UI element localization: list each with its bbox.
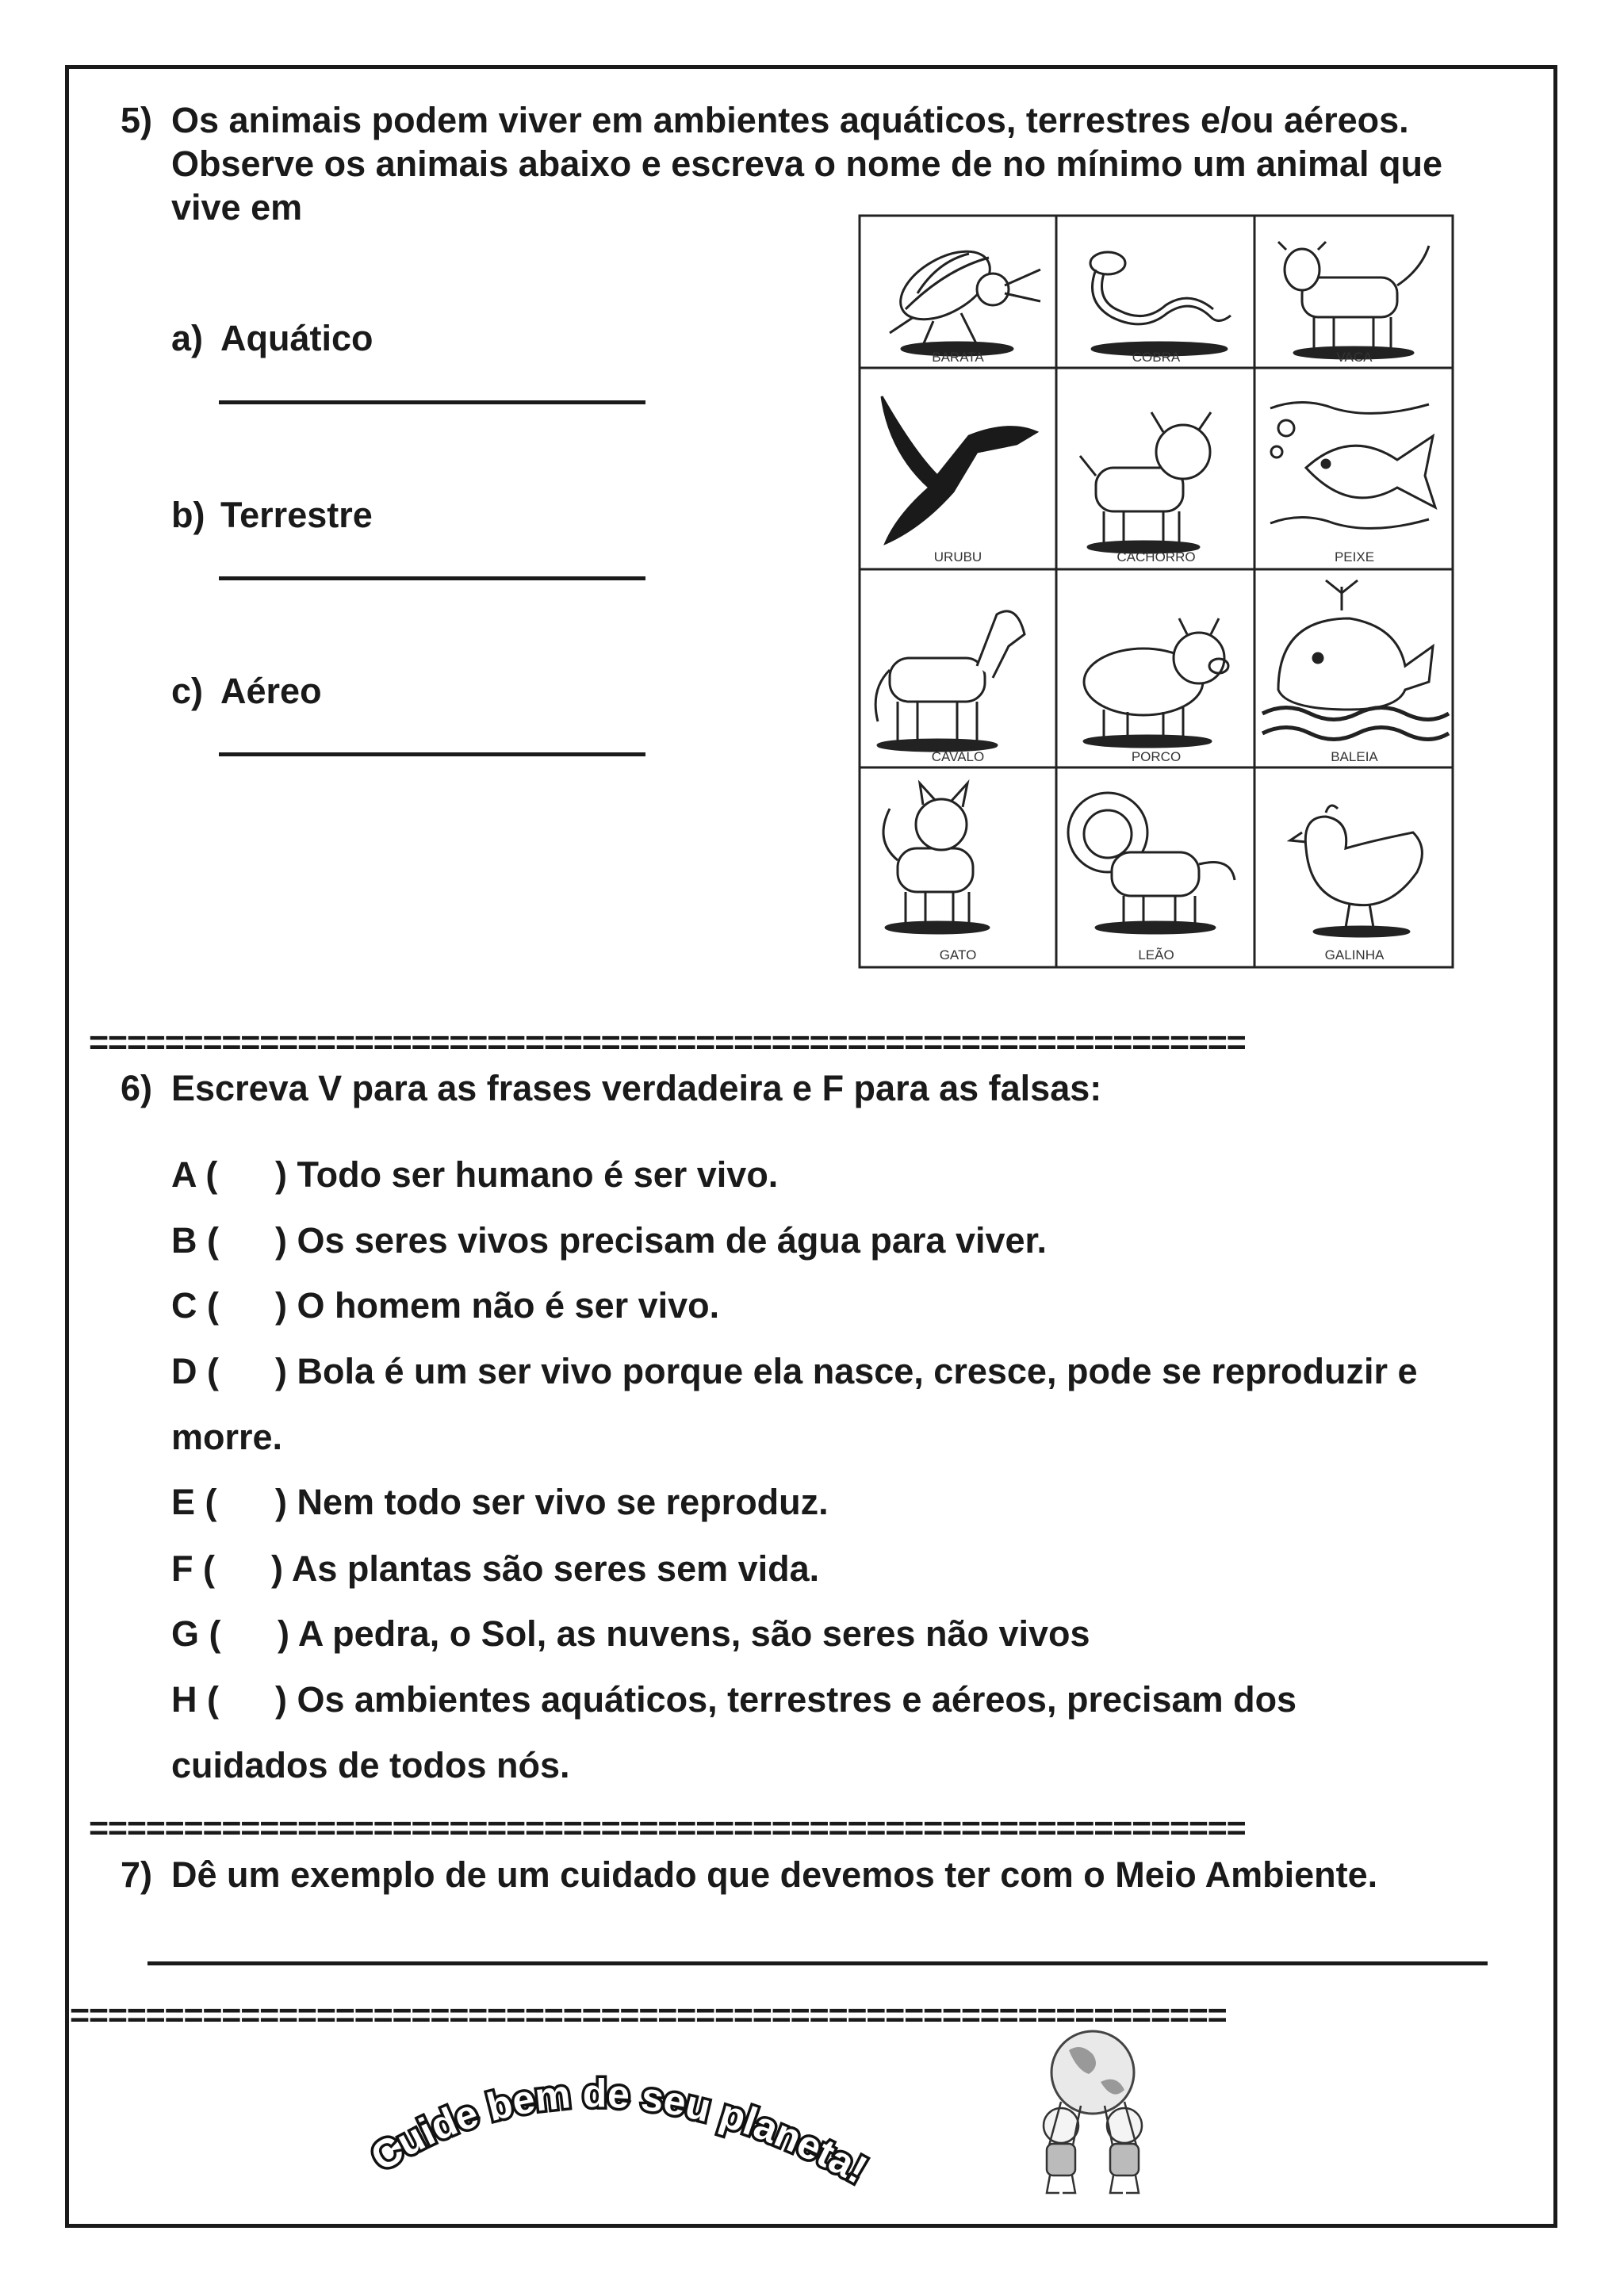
earth-icon xyxy=(1051,2031,1134,2114)
q5-option-c-label: Aéreo xyxy=(220,671,322,711)
fish-icon xyxy=(1270,403,1435,529)
q7-title: Dê um exemplo de um cuidado que devemos ter com o Meio Ambiente. xyxy=(171,1854,1378,1895)
child-left-icon xyxy=(1044,2102,1081,2193)
q6-statement-e-letter[interactable]: E ( xyxy=(171,1482,217,1522)
slogan-text: Cuide bem de seu planeta! xyxy=(363,2071,875,2193)
q6-statement-g-letter[interactable]: G ( xyxy=(171,1613,221,1654)
animal-label-cobra: COBRA xyxy=(1132,350,1181,365)
q5-number: 5) xyxy=(121,100,153,140)
hen-icon xyxy=(1290,806,1422,936)
q6-statement-c: ) O homem não é ser vivo. xyxy=(275,1285,720,1326)
answer-line-aerial[interactable] xyxy=(219,752,645,756)
animal-label-cachorro: CACHORRO xyxy=(1116,549,1196,564)
animal-label-barata: BARATA xyxy=(932,350,984,365)
animal-label-porco: PORCO xyxy=(1131,749,1182,764)
animal-label-leao: LEÃO xyxy=(1138,947,1174,962)
q6-statement-a: ) Todo ser humano é ser vivo. xyxy=(275,1154,779,1195)
pig-icon xyxy=(1084,618,1228,747)
q6-statement-f: ) As plantas são seres sem vida. xyxy=(271,1548,820,1589)
q5-option-b-label: Terrestre xyxy=(220,495,373,535)
q5-line-1: Os animais podem viver em ambientes aquáticos, terrestres e/ou aéreos. xyxy=(171,100,1409,140)
horse-icon xyxy=(875,611,1025,751)
q5-option-c-letter: c) xyxy=(171,671,204,711)
animal-label-vaca: VACA xyxy=(1336,350,1373,365)
q6-statement-f-letter[interactable]: F ( xyxy=(171,1548,215,1589)
animal-label-peixe: PEIXE xyxy=(1334,549,1375,564)
cow-icon xyxy=(1278,242,1429,358)
q5-line-2: Observe os animais abaixo e escreva o nome de no mínimo um animal que xyxy=(171,144,1443,184)
slogan-art xyxy=(341,2038,880,2196)
q6-statement-h: ) Os ambientes aquáticos, terrestres e aéreos, precisam dos xyxy=(275,1679,1297,1720)
q6-statement-b: ) Os seres vivos precisam de água para viver. xyxy=(275,1220,1048,1261)
separator-3: ============================================================= xyxy=(70,1999,1227,2031)
separator-2: ============================================================= xyxy=(89,1812,1246,1844)
vulture-icon xyxy=(882,396,1036,543)
answer-line-q7[interactable] xyxy=(147,1961,1488,1965)
animal-label-cavalo: CAVALO xyxy=(931,749,985,764)
q6-statement-d-continuation: morre. xyxy=(171,1417,283,1457)
cockroach-icon xyxy=(889,238,1040,355)
q6-statement-a-letter[interactable]: A ( xyxy=(171,1154,218,1195)
animal-label-galinha: GALINHA xyxy=(1324,947,1385,962)
child-right-icon xyxy=(1105,2102,1142,2193)
animal-label-baleia: BALEIA xyxy=(1331,749,1378,764)
answer-line-terrestrial[interactable] xyxy=(219,576,645,580)
q5-option-a-letter: a) xyxy=(171,318,204,358)
whale-icon xyxy=(1262,580,1449,740)
q6-number: 6) xyxy=(121,1068,153,1108)
lion-icon xyxy=(1068,793,1235,933)
animal-label-urubu: URUBU xyxy=(933,549,982,564)
q7-number: 7) xyxy=(121,1854,153,1895)
q6-statement-e: ) Nem todo ser vivo se reproduz. xyxy=(275,1482,829,1522)
q6-title: Escreva V para as frases verdadeira e F para as falsas: xyxy=(171,1068,1102,1108)
answer-line-aquatic[interactable] xyxy=(219,400,645,404)
q6-statement-d-letter[interactable]: D ( xyxy=(171,1351,219,1391)
q5-option-b-letter: b) xyxy=(171,495,205,535)
q6-statement-h-continuation: cuidados de todos nós. xyxy=(171,1745,570,1785)
kids-holding-earth-illustration xyxy=(1013,2026,1172,2201)
q6-statement-d: ) Bola é um ser vivo porque ela nasce, cresce, pode se reproduzir e xyxy=(275,1351,1418,1391)
animal-grid xyxy=(858,214,1454,969)
animal-label-gato: GATO xyxy=(939,947,977,962)
snake-icon xyxy=(1090,252,1231,355)
cat-icon xyxy=(883,783,989,933)
q5-option-a-label: Aquático xyxy=(220,318,373,358)
q5-line-3: vive em xyxy=(171,187,303,228)
q6-statement-b-letter[interactable]: B ( xyxy=(171,1220,219,1261)
dog-icon xyxy=(1080,412,1211,553)
q6-statement-h-letter[interactable]: H ( xyxy=(171,1679,219,1720)
q6-statement-c-letter[interactable]: C ( xyxy=(171,1285,219,1326)
separator-1: ============================================================= xyxy=(89,1027,1246,1058)
q6-statement-g: ) A pedra, o Sol, as nuvens, são seres não vivos xyxy=(278,1613,1090,1654)
